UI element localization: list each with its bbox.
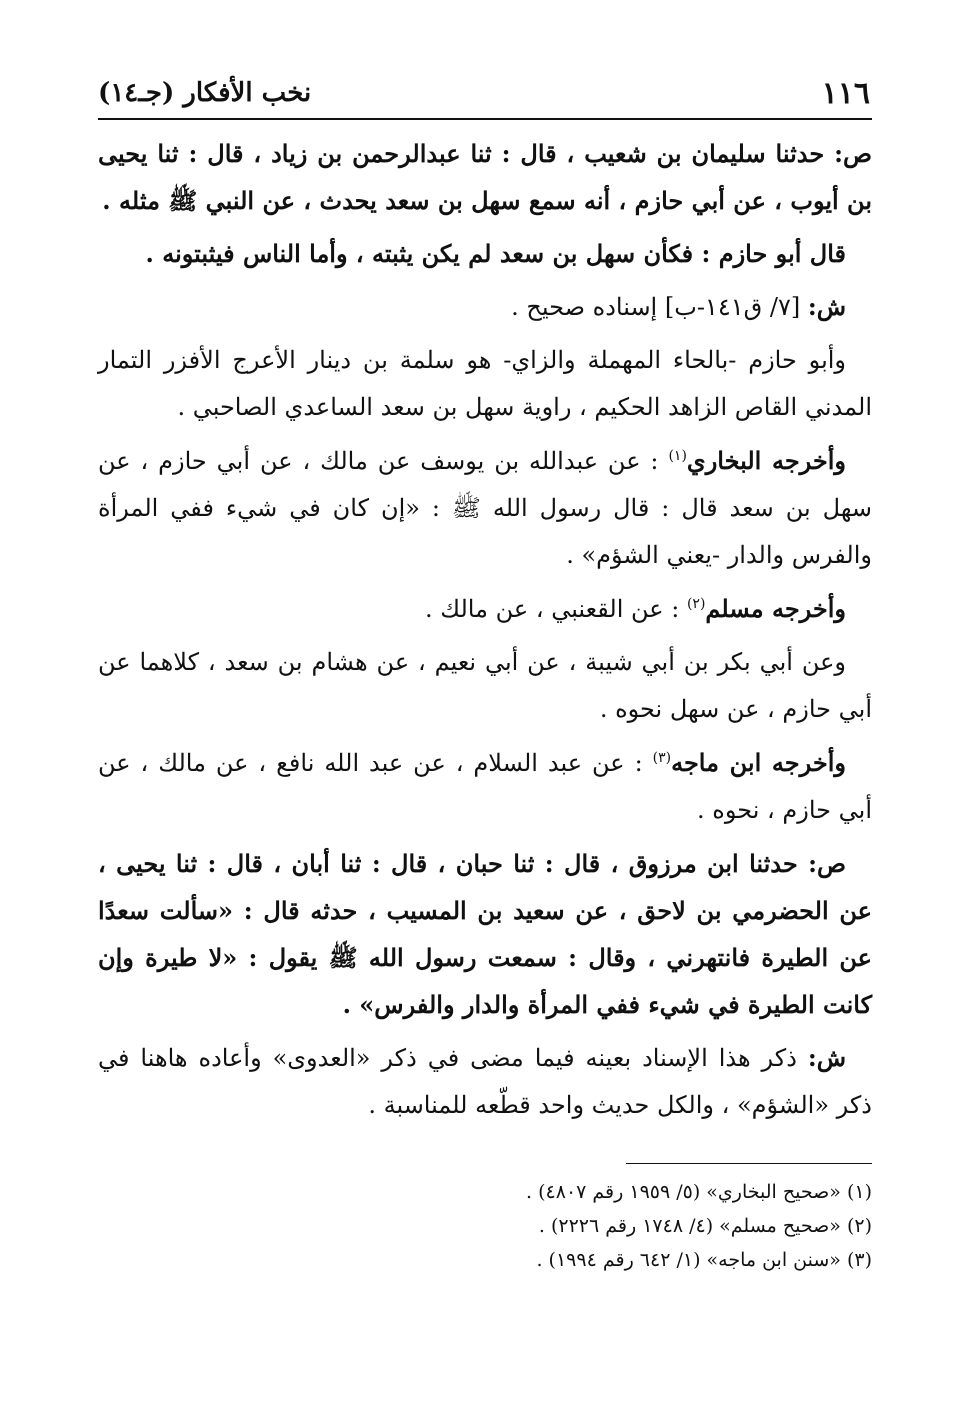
paragraph-text: حدثنا ابن مرزوق ، قال : ثنا حبان ، قال : ثنا أبان ، قال : ثنا يحيى ، عن الحضرمي بن لاحق ، عن سعيد بن المسيب ، حدثه قال : «سألت سعدًا عن الطيرة فانتهرني ، وقال : سمعت رسول الله ﷺ يقول : «لا طيرة وإن كانت الطيرة في شيء ففي المرأة والدار والفرس» . — [98, 849, 872, 1019]
paragraph-lead: ص: — [808, 849, 847, 878]
paragraph-lead: وأخرجه ابن ماجه — [671, 748, 846, 777]
paragraph-lead: ش: — [807, 1043, 846, 1072]
page-header — [98, 70, 872, 114]
paragraph-text: [٧/ ق١٤١-ب] إسناده صحيح . — [511, 293, 801, 321]
footnote: (٣) «سنن ابن ماجه» (١/ ٦٤٢ رقم ١٩٩٤) . — [536, 1249, 872, 1271]
paragraph-text: : عن عبد السلام ، عن عبد الله نافع ، عن مالك ، عن أبي حازم ، نحوه . — [98, 749, 872, 824]
paragraph — [98, 283, 872, 331]
paragraph — [98, 337, 872, 431]
paragraph — [98, 1034, 872, 1129]
paragraph — [98, 840, 872, 1028]
paragraph-lead: ص: — [834, 139, 873, 168]
page — [98, 70, 872, 1278]
footnote: (٢) «صحيح مسلم» (٤/ ١٧٤٨ رقم ٢٢٢٦) . — [538, 1215, 872, 1237]
paragraph-text: وأبو حازم -بالحاء المهملة والزاي- هو سلمة بن دينار الأعرج الأفزر التمار المدني القاص الزاهد الحكيم ، راوية سهل بن سعد الساعدي الصاحبي . — [98, 346, 872, 421]
paragraph — [98, 639, 872, 733]
paragraph-lead: وأخرجه البخاري — [686, 446, 847, 475]
paragraph — [98, 437, 872, 579]
paragraph-lead: وأخرجه مسلم — [705, 594, 846, 623]
paragraph — [98, 739, 872, 834]
footnote-ref: (٣) — [652, 750, 672, 766]
paragraph-text: وعن أبي بكر بن أبي شيبة ، عن أبي نعيم ، عن هشام بن سعد ، كلاهما عن أبي حازم ، عن سهل نحوه . — [98, 648, 872, 723]
paragraph-text: : عن القعنبي ، عن مالك . — [425, 595, 680, 623]
header-rule — [98, 118, 872, 120]
paragraph-text: ذكر هذا الإسناد بعينه فيما مضى في ذكر «العدوى» وأعاده هاهنا في ذكر «الشؤم» ، والكل حديث واحد قطّعه للمناسبة . — [98, 1044, 872, 1119]
page-number: ١١٦ — [821, 76, 870, 111]
paragraph-text: حدثنا سليمان بن شعيب ، قال : ثنا عبدالرحمن بن زياد ، قال : ثنا يحيى بن أيوب ، عن أبي حازم ، أنه سمع سهل بن سعد يحدث ، عن النبي ﷺ مثله . — [98, 139, 872, 215]
paragraph-text: قال أبو حازم : فكأن سهل بن سعد لم يكن يثبته ، وأما الناس فيثبتونه . — [145, 239, 846, 268]
paragraph-text: : عن عبدالله بن يوسف عن مالك ، عن أبي حازم ، عن سهل بن سعد قال : قال رسول الله ﷺ : «إن كان في شيء ففي المرأة والفرس والدار -يعني الشؤم» . — [98, 447, 873, 569]
running-title: نخب الأفكار (جـ١٤) — [98, 78, 312, 108]
footnote-rule — [626, 1163, 872, 1164]
paragraph-lead: ش: — [807, 292, 846, 321]
paragraph — [98, 230, 872, 277]
paragraph — [98, 130, 872, 224]
footnote-ref: (٢) — [686, 596, 706, 612]
footnote: (١) «صحيح البخاري» (٥/ ١٩٥٩ رقم ٤٨٠٧) . — [526, 1181, 872, 1203]
footnote-ref: (١) — [668, 448, 687, 464]
paragraph — [98, 585, 872, 633]
